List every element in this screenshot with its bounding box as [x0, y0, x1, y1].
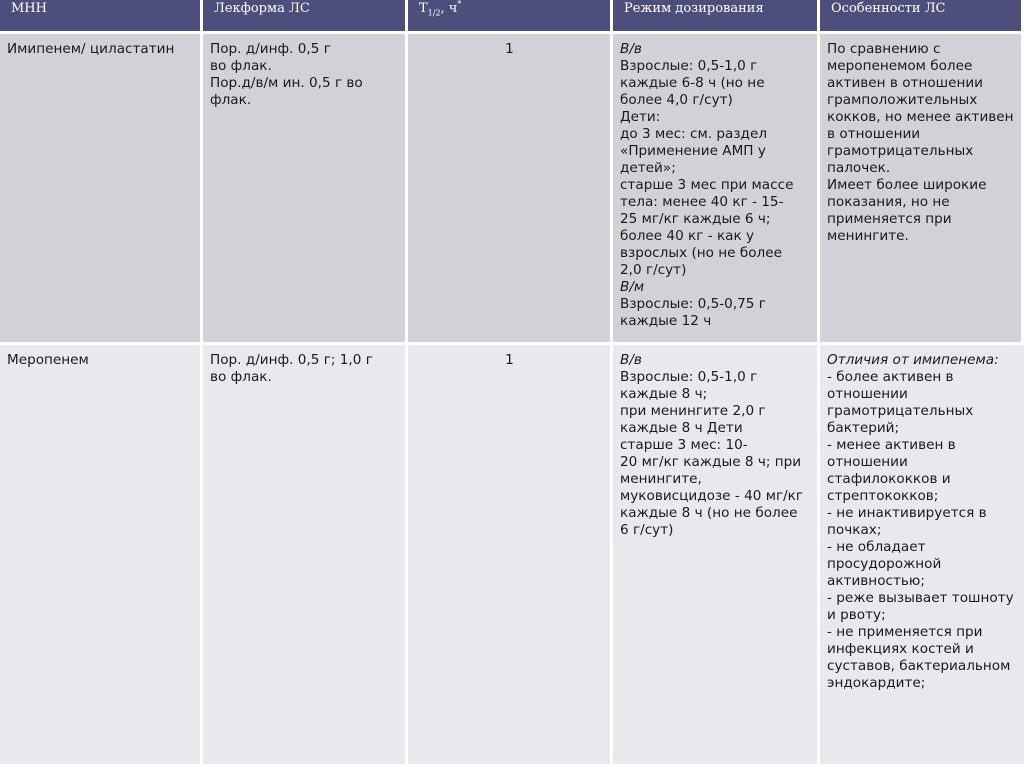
row1-dosing-line: 25 мг/кг каждые 6 ч;	[620, 211, 771, 227]
header-half-life	[408, 0, 613, 34]
row1-features-line: Имеет более широкие	[827, 177, 987, 193]
row1-features-line: палочек.	[827, 160, 891, 176]
row1-features	[820, 34, 1024, 345]
row1-dosing-line: Взрослые: 0,5-1,0 г	[620, 58, 758, 74]
row2-features-line: и рвоту;	[827, 607, 886, 623]
row1-features-line: применяется при	[827, 211, 952, 227]
row2-dosing-route-iv: В/в	[620, 352, 642, 368]
row2-dosing-line: каждые 8 ч Дети	[620, 420, 743, 436]
row2-features-line: просудорожной	[827, 556, 942, 572]
row2-form	[203, 345, 408, 767]
row1-name: Имипенем/ циластатин	[0, 34, 203, 345]
row1-form-line: Пор. д/инф. 0,5 г	[210, 41, 331, 57]
header-features: Особенности ЛС	[820, 0, 1024, 34]
row2-features-line: - не применяется при	[827, 624, 983, 640]
header-dosing: Режим дозирования	[613, 0, 820, 34]
row1-features-line: кокков, но менее активен	[827, 109, 1014, 125]
row1-dosing-line: до 3 мес: см. раздел	[620, 126, 768, 142]
row2-features-line: - более активен в	[827, 369, 954, 385]
row1-dosing	[613, 34, 820, 345]
row1-dosing-route-im: В/м	[620, 279, 645, 295]
row1-features-line: меропенемом более	[827, 58, 973, 74]
row1-features-line: активен в отношении	[827, 75, 984, 91]
row1-form-line: флак.	[210, 92, 252, 108]
row2-features-line: суставов, бактериальном	[827, 658, 1011, 674]
row1-form-line: Пор.д/в/м ин. 0,5 г во	[210, 75, 363, 91]
row1-dosing-line: детей»;	[620, 160, 676, 176]
header-half-life-t: T	[419, 1, 428, 16]
row2-dosing-line: старше 3 мес: 10-	[620, 437, 748, 453]
row2-form-line: Пор. д/инф. 0,5 г; 1,0 г	[210, 352, 373, 368]
row2-features-heading: Отличия от имипенема:	[827, 352, 999, 368]
row1-dosing-line: каждые 12 ч	[620, 313, 712, 329]
row1-features-line: грамотрицательных	[827, 143, 974, 159]
row2-dosing-line: при менингите 2,0 г	[620, 403, 766, 419]
row1-dosing-line: старше 3 мес при массе	[620, 177, 794, 193]
row2-dosing-line: 20 мг/кг каждые 8 ч; при	[620, 454, 802, 470]
row2-dosing-line: каждые 8 ч (но не более	[620, 505, 798, 521]
row1-features-line: По сравнению с	[827, 41, 941, 57]
row2-dosing-line: 6 г/сут)	[620, 522, 674, 538]
row2-features-line: почках;	[827, 522, 882, 538]
row1-dosing-line: каждые 6-8 ч (но не	[620, 75, 765, 91]
row2-features-line: - менее активен в	[827, 437, 956, 453]
row1-features-line: в отношении	[827, 126, 921, 142]
header-mnn: МНН	[0, 0, 203, 34]
header-half-life-unit: , ч	[440, 1, 458, 16]
header-half-life-sup: *	[457, 0, 462, 9]
row1-dosing-line: более 40 кг - как у	[620, 228, 755, 244]
row1-dosing-line: тела: менее 40 кг - 15-	[620, 194, 784, 210]
row1-features-line: менингите.	[827, 228, 909, 244]
row2-features-line: грамотрицательных	[827, 403, 974, 419]
row1-dosing-line: взрослых (но не более	[620, 245, 782, 261]
row2-dosing-line: каждые 8 ч;	[620, 386, 708, 402]
header-half-life-sub: 1/2	[427, 8, 441, 18]
row2-features-line: стрептококков;	[827, 488, 939, 504]
row2-features-line: - не инактивируется в	[827, 505, 987, 521]
row2-features-line: отношении	[827, 386, 908, 402]
row2-half-life: 1	[408, 345, 613, 767]
row1-features-line: грамположительных	[827, 92, 978, 108]
row1-dosing-line: «Применение АМП у	[620, 143, 766, 159]
row1-dosing-route-iv: В/в	[620, 41, 642, 57]
row2-features-line: активностью;	[827, 573, 925, 589]
row2-dosing-line: муковисцидозе - 40 мг/кг	[620, 488, 804, 504]
row2-features-line: эндокардите;	[827, 675, 926, 691]
row1-dosing-line: Дети:	[620, 109, 661, 125]
row2-features-line: инфекциях костей и	[827, 641, 974, 657]
row1-form-line: во флак.	[210, 58, 272, 74]
row1-half-life: 1	[408, 34, 613, 345]
row1-dosing-line: 2,0 г/сут)	[620, 262, 687, 278]
row2-dosing-line: Взрослые: 0,5-1,0 г	[620, 369, 758, 385]
row2-name: Меропенем	[0, 345, 203, 767]
row2-form-line: во флак.	[210, 369, 272, 385]
header-form: Лекформа ЛС	[203, 0, 408, 34]
row2-dosing	[613, 345, 820, 767]
row2-features-line: стафилококков и	[827, 471, 951, 487]
row1-features-line: показания, но не	[827, 194, 950, 210]
row2-features-line: отношении	[827, 454, 908, 470]
row2-features-line: бактерий;	[827, 420, 900, 436]
row1-dosing-line: Взрослые: 0,5-0,75 г	[620, 296, 766, 312]
row1-dosing-line: более 4,0 г/сут)	[620, 92, 733, 108]
row1-form	[203, 34, 408, 345]
row2-features-line: - не обладает	[827, 539, 926, 555]
row2-features-line: - реже вызывает тошноту	[827, 590, 1014, 606]
row2-dosing-line: менингите,	[620, 471, 702, 487]
row2-features	[820, 345, 1024, 767]
